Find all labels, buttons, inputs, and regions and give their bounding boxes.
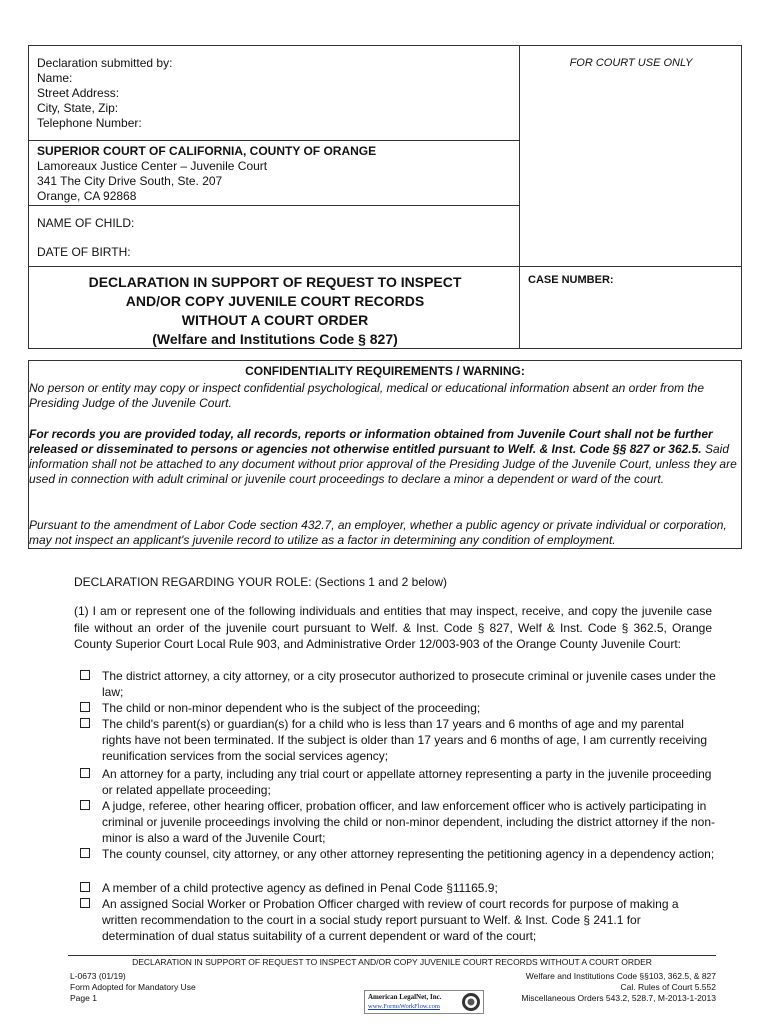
confidentiality-paragraph: Pursuant to the amendment of Labor Code section 432.7, an employer, whether a public agency or private individual or corporation, may not inspect an applicant's juvenile record to utilize as a factor in determining any condition of employment. (29, 518, 727, 547)
name-field[interactable]: Name: (37, 71, 73, 85)
street-address-field[interactable]: Street Address: (37, 86, 120, 100)
form-title (40, 273, 510, 349)
checkbox[interactable] (80, 768, 90, 778)
court-address-line: Orange, CA 92868 (37, 189, 137, 203)
form-title-line: DECLARATION IN SUPPORT OF REQUEST TO INSPECT (88, 274, 462, 290)
citation-line: Cal. Rules of Court 5.552 (620, 982, 716, 992)
role-option-label: A judge, referee, other hearing officer, probation officer, and law enforcement officer who is actively participating in criminal or juvenile proceedings involving the child or non-minor dependent, including the district attorney if the non-minor is also a ward of the Juvenile Court; (102, 799, 716, 846)
date-of-birth-field[interactable]: DATE OF BIRTH: (37, 245, 131, 259)
role-option-label: An attorney for a party, including any trial court or appellate attorney representing a party in the juvenile proceeding or related appellate proceeding; (102, 767, 712, 798)
footer-left (70, 971, 196, 1004)
caption-divider (519, 45, 520, 349)
citation-line: Miscellaneous Orders 543.2, 528.7, M-2013-1-2013 (521, 993, 716, 1003)
form-number: L-0673 (01/19) (70, 971, 126, 981)
checkbox[interactable] (80, 800, 90, 810)
checkbox[interactable] (80, 848, 90, 858)
page-number: Page 1 (70, 993, 97, 1003)
checkbox[interactable] (80, 702, 90, 712)
declaration-intro: (1) I am or represent one of the following individuals and entities that may inspect, receive, and copy the juvenile case file without an order of the juvenile court pursuant to Welf. & Inst. Code § 827, Welf & Inst. Code § 362.5, Orange County Superior Court Local Rule 903, and Administrative Order 12/003-903 of the Orange County Juvenile Court: (74, 604, 712, 651)
warning-bold-text: For records you are provided today, all records, reports or information obtained from Juvenile Court shall not be further released or disseminated to persons or agencies not otherwise entitled pursuant to Welf. & Inst. Code §§ 827 or 362.5. (29, 427, 713, 456)
role-option-label: The child's parent(s) or guardian(s) for a child who is less than 17 years and 6 months of age and my parental rights have not been terminated. If the subject is older than 17 years and 6 months of age, I am currently receiving reunification services from the social services agency; (102, 717, 708, 764)
court-address-line: 341 The City Drive South, Ste. 207 (37, 174, 223, 188)
role-option-label: The child or non-minor dependent who is the subject of the proceeding; (102, 701, 481, 715)
publisher-link[interactable]: www.FormsWorkFlow.com (368, 1003, 440, 1010)
declaration-heading: DECLARATION REGARDING YOUR ROLE: (Sections 1 and 2 below) (74, 575, 448, 589)
citation-line: Welfare and Institutions Code §§103, 362.5, & 827 (525, 971, 716, 981)
case-number-field[interactable]: CASE NUMBER: (528, 274, 614, 286)
court-name: SUPERIOR COURT OF CALIFORNIA, COUNTY OF ORANGE (37, 144, 377, 158)
role-option-label: The district attorney, a city attorney, or a city prosecutor authorized to prosecute criminal or juvenile cases under the law; (102, 669, 716, 700)
footer-title: DECLARATION IN SUPPORT OF REQUEST TO INSPECT AND/OR COPY JUVENILE COURT RECORDS WITHOUT A COURT ORDER (132, 957, 652, 967)
rule (28, 140, 519, 141)
publisher-logo (364, 990, 484, 1014)
telephone-field[interactable]: Telephone Number: (37, 116, 142, 130)
checkbox[interactable] (80, 718, 90, 728)
confidentiality-paragraph: No person or entity may copy or inspect confidential psychological, medical or educational information absent an order from the Presiding Judge of the Juvenile Court. (29, 381, 705, 410)
role-option-label: The county counsel, city attorney, or any other attorney representing the petitioning agency in a dependency action; (102, 847, 715, 861)
rule (28, 205, 519, 206)
form-title-line: AND/OR COPY JUVENILE COURT RECORDS (125, 293, 425, 309)
court-block (37, 144, 376, 204)
warning-text: Said information shall not be attached to any document without prior approval of the Presiding Judge of the Juvenile Court, unless they are used in connection with adult criminal or juvenile court proceedings to declare a minor a dependent or ward of the court. (29, 442, 737, 486)
child-name-field[interactable]: NAME OF CHILD: (37, 216, 135, 230)
court-address-line: Lamoreaux Justice Center – Juvenile Court (37, 159, 268, 173)
submitter-label: Declaration submitted by: (37, 56, 173, 70)
city-state-zip-field[interactable]: City, State, Zip: (37, 101, 119, 115)
footer-rule (68, 955, 716, 956)
form-adopted: Form Adopted for Mandatory Use (70, 982, 196, 992)
role-option-label: An assigned Social Worker or Probation Officer charged with review of court records for purpose of making a written recommendation to the court in a social study report pursuant to Welf. & Inst. Code § 241.1 for determination of dual status suitability of a current dependent or ward of the court; (102, 897, 679, 944)
role-option-label: A member of a child protective agency as defined in Penal Code §11165.9; (102, 881, 498, 895)
checkbox[interactable] (80, 882, 90, 892)
checkbox[interactable] (80, 670, 90, 680)
submitter-block (37, 56, 172, 131)
footer-right (470, 971, 716, 1004)
checkbox[interactable] (80, 898, 90, 908)
court-use-label: FOR COURT USE ONLY (569, 57, 693, 69)
rule (28, 266, 742, 267)
confidentiality-heading: CONFIDENTIALITY REQUIREMENTS / WARNING: (245, 364, 525, 378)
publisher-name: American LegalNet, Inc. (368, 993, 442, 1001)
form-title-line: (Welfare and Institutions Code § 827) (152, 331, 398, 347)
confidentiality-paragraph (29, 427, 739, 487)
form-title-line: WITHOUT A COURT ORDER (181, 312, 369, 328)
